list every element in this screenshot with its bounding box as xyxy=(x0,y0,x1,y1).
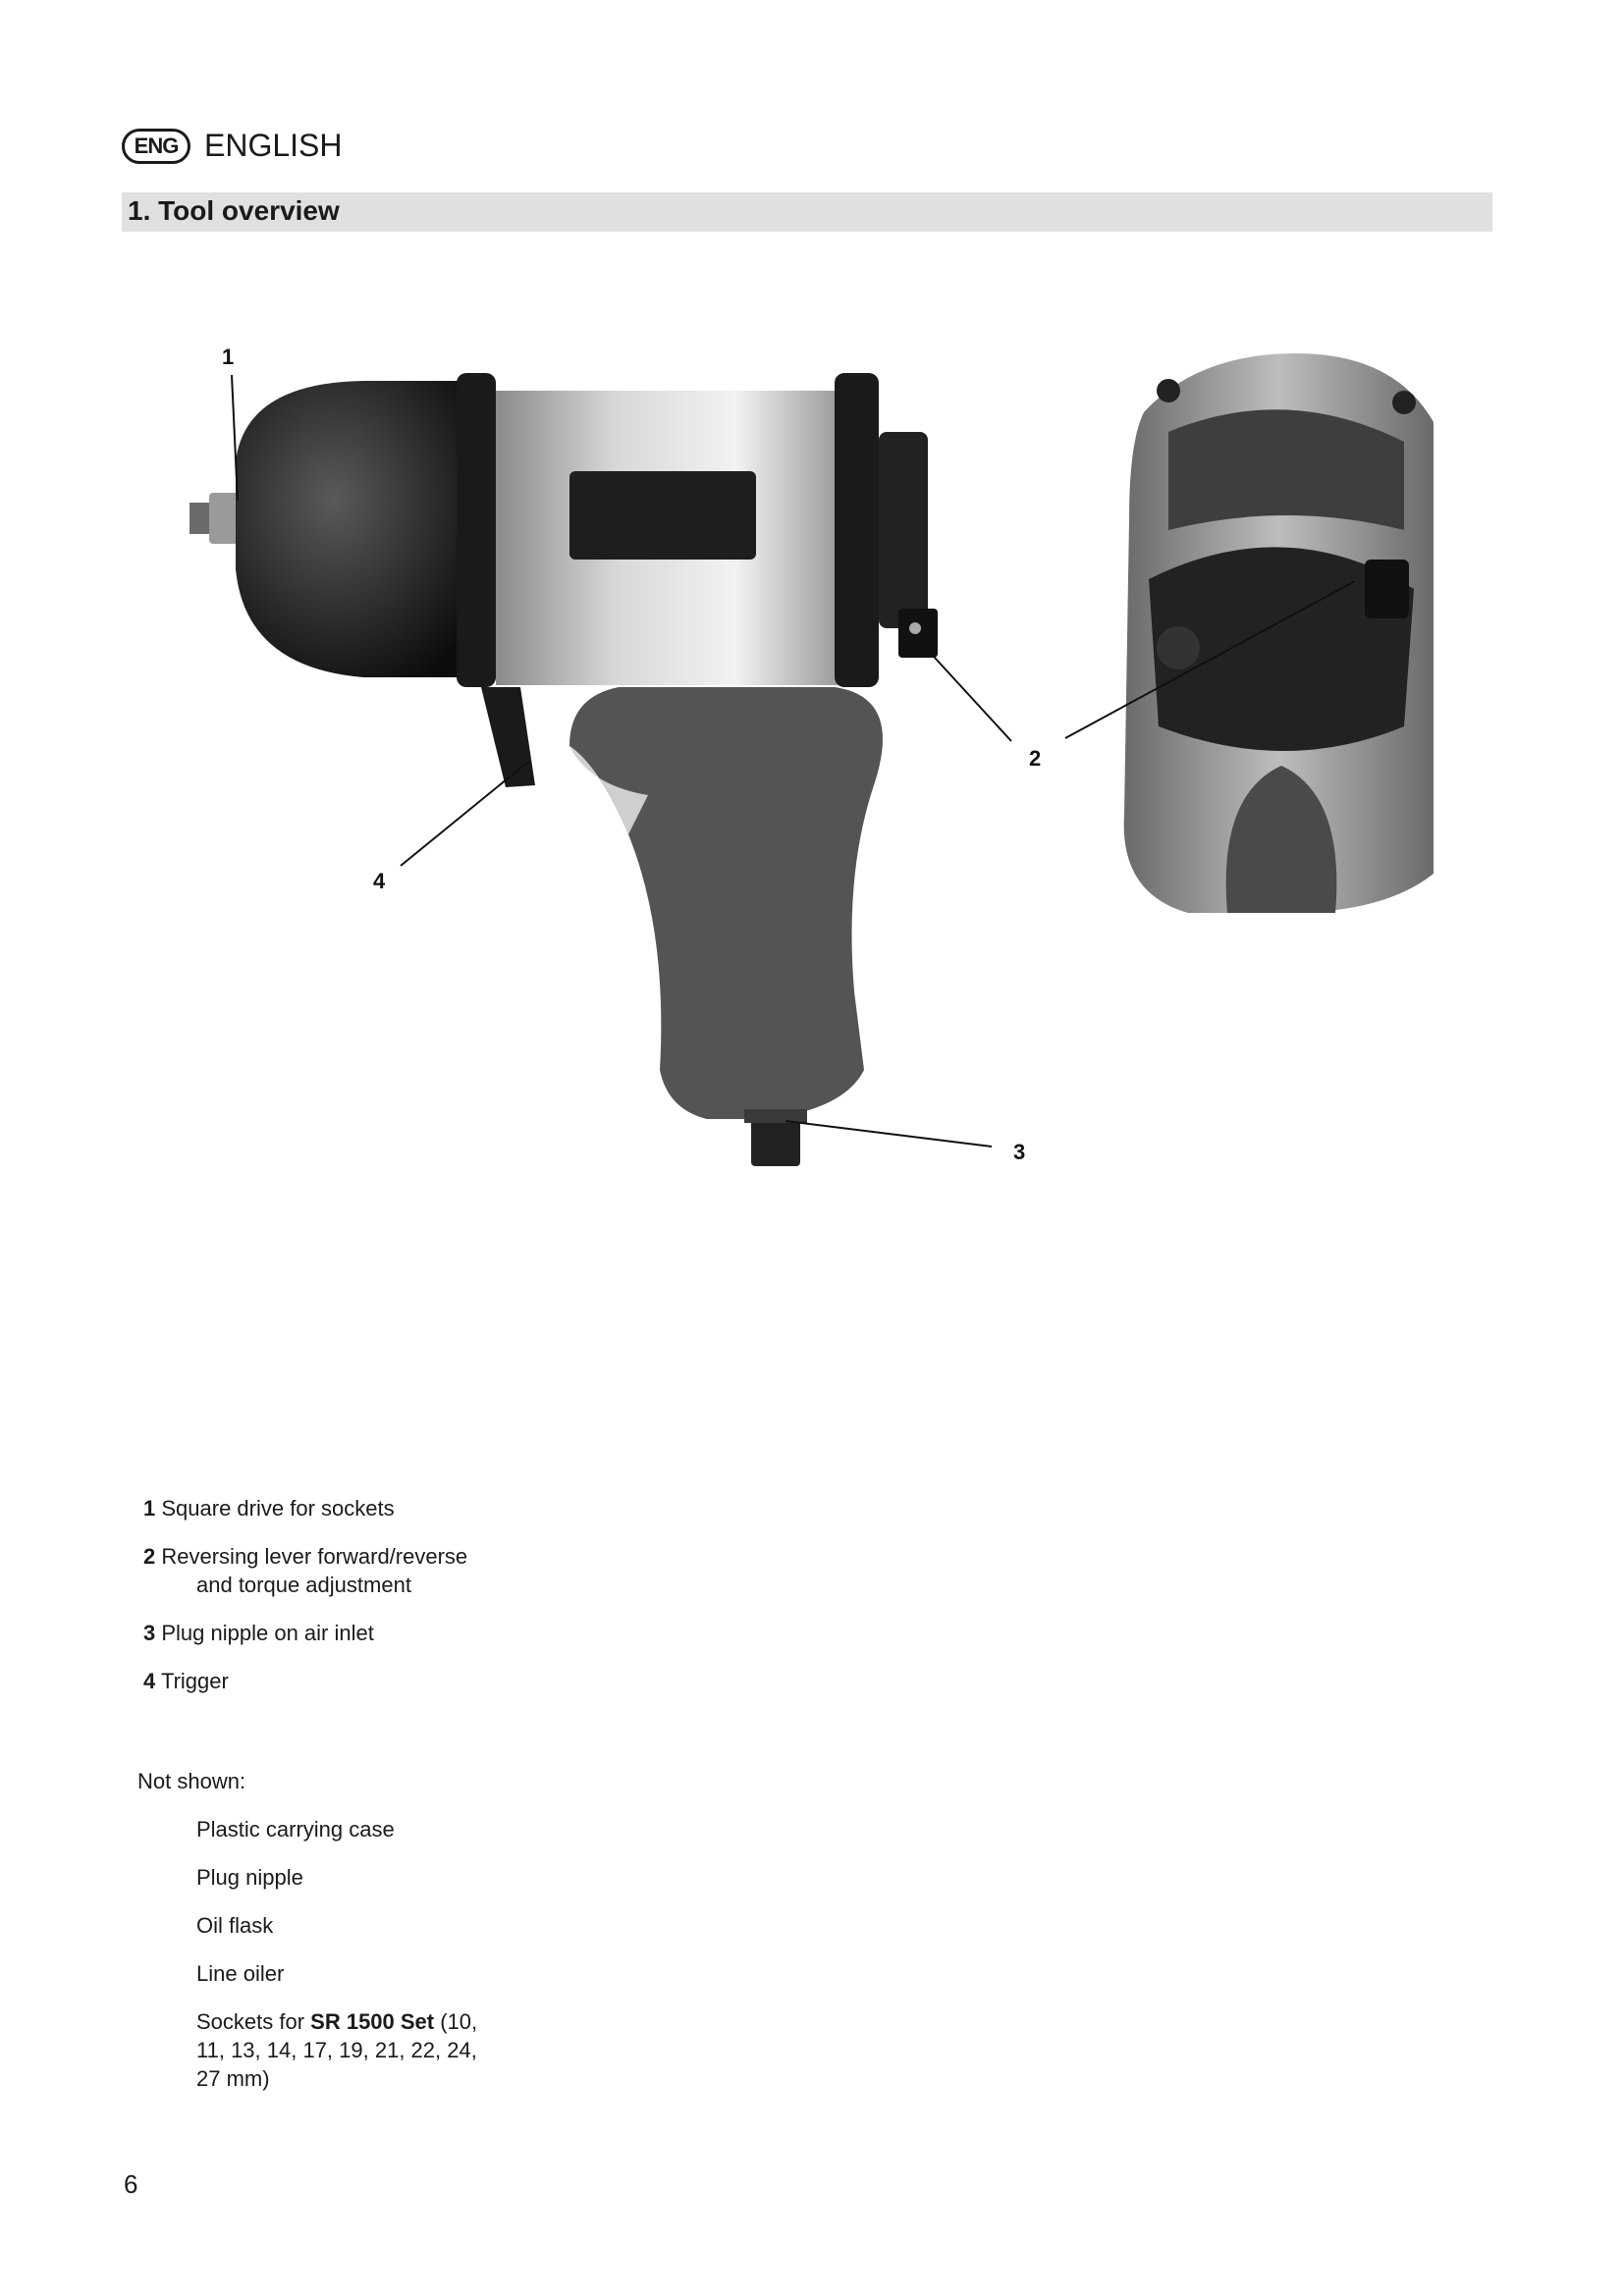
callout-3: 3 xyxy=(1013,1140,1026,1164)
nose-dome xyxy=(236,381,481,677)
list-item xyxy=(143,1667,467,1695)
language-badge: ENG xyxy=(122,129,190,164)
part-number: 3 xyxy=(143,1621,156,1645)
language-name: ENGLISH xyxy=(204,128,343,163)
rear-lever xyxy=(1365,560,1409,618)
list-item xyxy=(143,1494,467,1522)
impact-wrench-rear-view xyxy=(1124,353,1434,913)
part-number: 2 xyxy=(143,1544,156,1569)
part-label: Reversing lever forward/reverse xyxy=(161,1544,468,1569)
sockets-set-name: SR 1500 Set xyxy=(310,2009,435,2034)
section-title: 1. Tool overview xyxy=(128,195,340,226)
impact-wrench-side-view xyxy=(189,373,938,1166)
housing-window xyxy=(569,471,756,560)
list-item xyxy=(143,1542,467,1599)
tool-overview-figure xyxy=(157,324,1434,1256)
sockets-item xyxy=(137,2007,477,2093)
trigger xyxy=(481,687,535,787)
section-header-bar xyxy=(122,192,1492,232)
part-label-continued: and torque adjustment xyxy=(196,1573,411,1597)
callout-2: 2 xyxy=(1029,746,1042,771)
not-shown-title: Not shown: xyxy=(137,1769,246,1793)
list-item: Line oiler xyxy=(196,1961,285,1986)
part-label: Trigger xyxy=(160,1669,229,1693)
list-item: Oil flask xyxy=(196,1913,274,1938)
sockets-sizes-line2: 11, 13, 14, 17, 19, 21, 22, 24, xyxy=(196,2038,477,2062)
callout-4: 4 xyxy=(373,869,386,893)
parts-list xyxy=(143,1494,467,1715)
page-number: 6 xyxy=(124,2169,138,2199)
not-shown-section xyxy=(137,1767,477,2112)
part-label: Square drive for sockets xyxy=(161,1496,395,1521)
list-item: Plastic carrying case xyxy=(196,1817,395,1842)
part-number: 1 xyxy=(143,1496,156,1521)
handle xyxy=(569,687,883,1119)
language-header xyxy=(122,128,342,164)
part-number: 4 xyxy=(143,1669,156,1693)
sockets-sizes: (10, xyxy=(434,2009,478,2034)
sockets-prefix: Sockets for xyxy=(196,2009,311,2034)
callout-1: 1 xyxy=(222,345,235,369)
sockets-sizes-line3: 27 mm) xyxy=(196,2066,270,2091)
list-item: Plug nipple xyxy=(196,1865,303,1890)
part-label: Plug nipple on air inlet xyxy=(161,1621,374,1645)
list-item xyxy=(143,1619,467,1647)
